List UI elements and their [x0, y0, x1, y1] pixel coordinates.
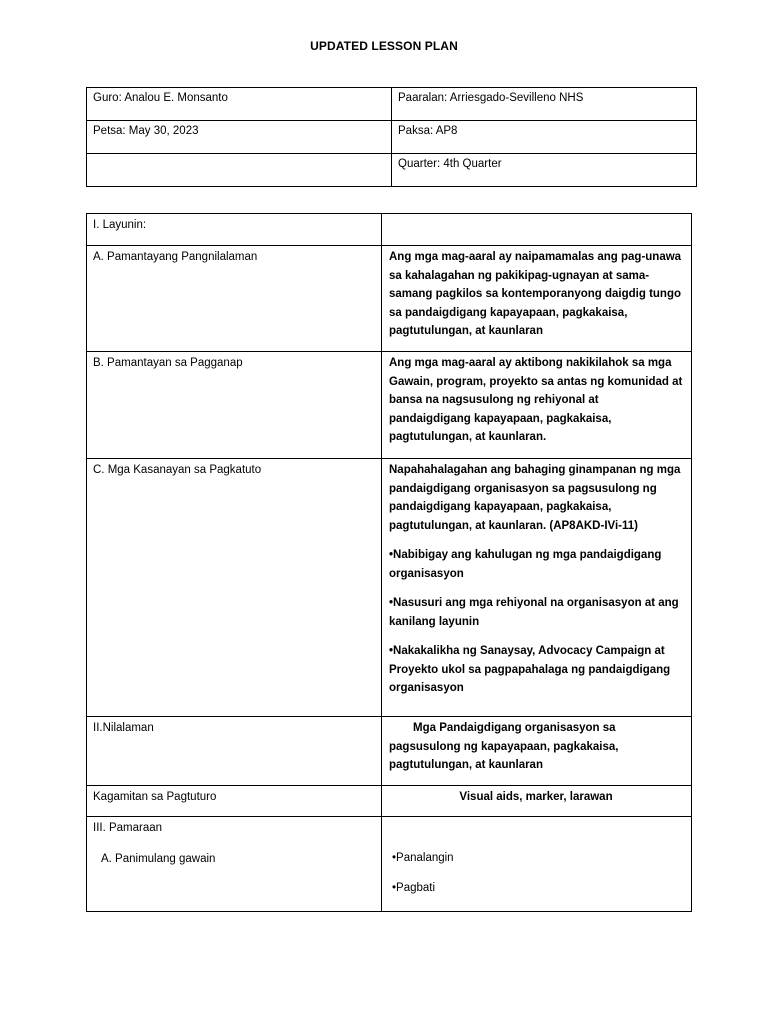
- table-row: [87, 459, 692, 717]
- subject-cell: Paksa: AP8: [392, 121, 697, 154]
- table-row: [87, 246, 692, 352]
- teacher-info-table: [86, 87, 697, 187]
- competency-bullet-3: •Nakakalikha ng Sanaysay, Advocacy Campaign at Proyekto ukol sa pagpapahalaga ng pandaigdigang organisasyon: [389, 645, 671, 694]
- procedure-content: [382, 817, 692, 912]
- competency-bullet-2: •Nasusuri ang mga rehiyonal na organisasyon at ang kanilang layunin: [389, 597, 679, 628]
- learning-competencies-content: [382, 459, 692, 717]
- table-row: [87, 817, 692, 912]
- content-label: II.Nilalaman: [87, 717, 382, 786]
- learning-competencies-label: C. Mga Kasanayan sa Pagkatuto: [87, 459, 382, 717]
- objectives-content: [382, 214, 692, 246]
- table-row: [87, 121, 697, 154]
- content-standard-text: Ang mga mag-aaral ay naipamamalas ang pag-unawa sa kahalagahan ng pakikipag-ugnayan at sama-samang pagkilos sa kontemporanyong daigdig tungo sa pandaigdigang kapayapaan, pagkakaisa, pagtutulungan, at kaunlaran: [382, 246, 692, 352]
- performance-standard-label: B. Pamantayan sa Pagganap: [87, 352, 382, 459]
- competency-code: (AP8AKD-IVi-11): [549, 519, 638, 532]
- teacher-cell: Guro: Analou E. Monsanto: [87, 88, 392, 121]
- quarter-cell: Quarter: 4th Quarter: [392, 154, 697, 187]
- empty-cell: [87, 154, 392, 187]
- date-cell: Petsa: May 30, 2023: [87, 121, 392, 154]
- table-row: [87, 717, 692, 786]
- intro-bullet-prayer: •Panalangin: [392, 852, 454, 864]
- intro-activity-label: A. Panimulang gawain: [101, 852, 216, 865]
- table-row: [87, 214, 692, 246]
- content-standard-label: A. Pamantayang Pangnilalaman: [87, 246, 382, 352]
- intro-bullet-greeting: •Pagbati: [392, 881, 436, 894]
- procedure-cell: [87, 817, 382, 912]
- objectives-label: I. Layunin:: [87, 214, 382, 246]
- table-row: [87, 88, 697, 121]
- table-row: [87, 786, 692, 817]
- competency-main-text: [389, 461, 683, 535]
- lesson-plan-table: [86, 213, 692, 912]
- table-row: [87, 154, 697, 187]
- competency-bullet-1: •Nabibigay ang kahulugan ng mga pandaigdigang organisasyon: [389, 549, 662, 580]
- performance-standard-text: Ang mga mag-aaral ay aktibong nakikilahok sa mga Gawain, program, proyekto sa antas ng komunidad at bansa na nagsusulong ng rehiyonal at pandaigdigang kapayapaan, pagkakaisa, pagtutulungan, at kaunlaran.: [382, 352, 692, 459]
- competency-main: Napahahalagahan ang bahaging ginampanan ng mga pandaigdigang organisasyon sa pagsusulong ng pandaigdigang kapayapaan, pagkakaisa, pagtutulungan, at kaunlaran.: [389, 464, 681, 532]
- document-title: UPDATED LESSON PLAN: [310, 39, 458, 53]
- content-text: Mga Pandaigdigang organisasyon sa pagsusulong ng kapayapaan, pagkakaisa, pagtutulungan, at kaunlaran: [382, 717, 692, 786]
- school-cell: Paaralan: Arriesgado-Sevilleno NHS: [392, 88, 697, 121]
- table-row: [87, 352, 692, 459]
- materials-label: Kagamitan sa Pagtuturo: [87, 786, 382, 817]
- materials-content: Visual aids, marker, larawan: [382, 786, 692, 817]
- procedure-label: III. Pamaraan: [93, 822, 163, 834]
